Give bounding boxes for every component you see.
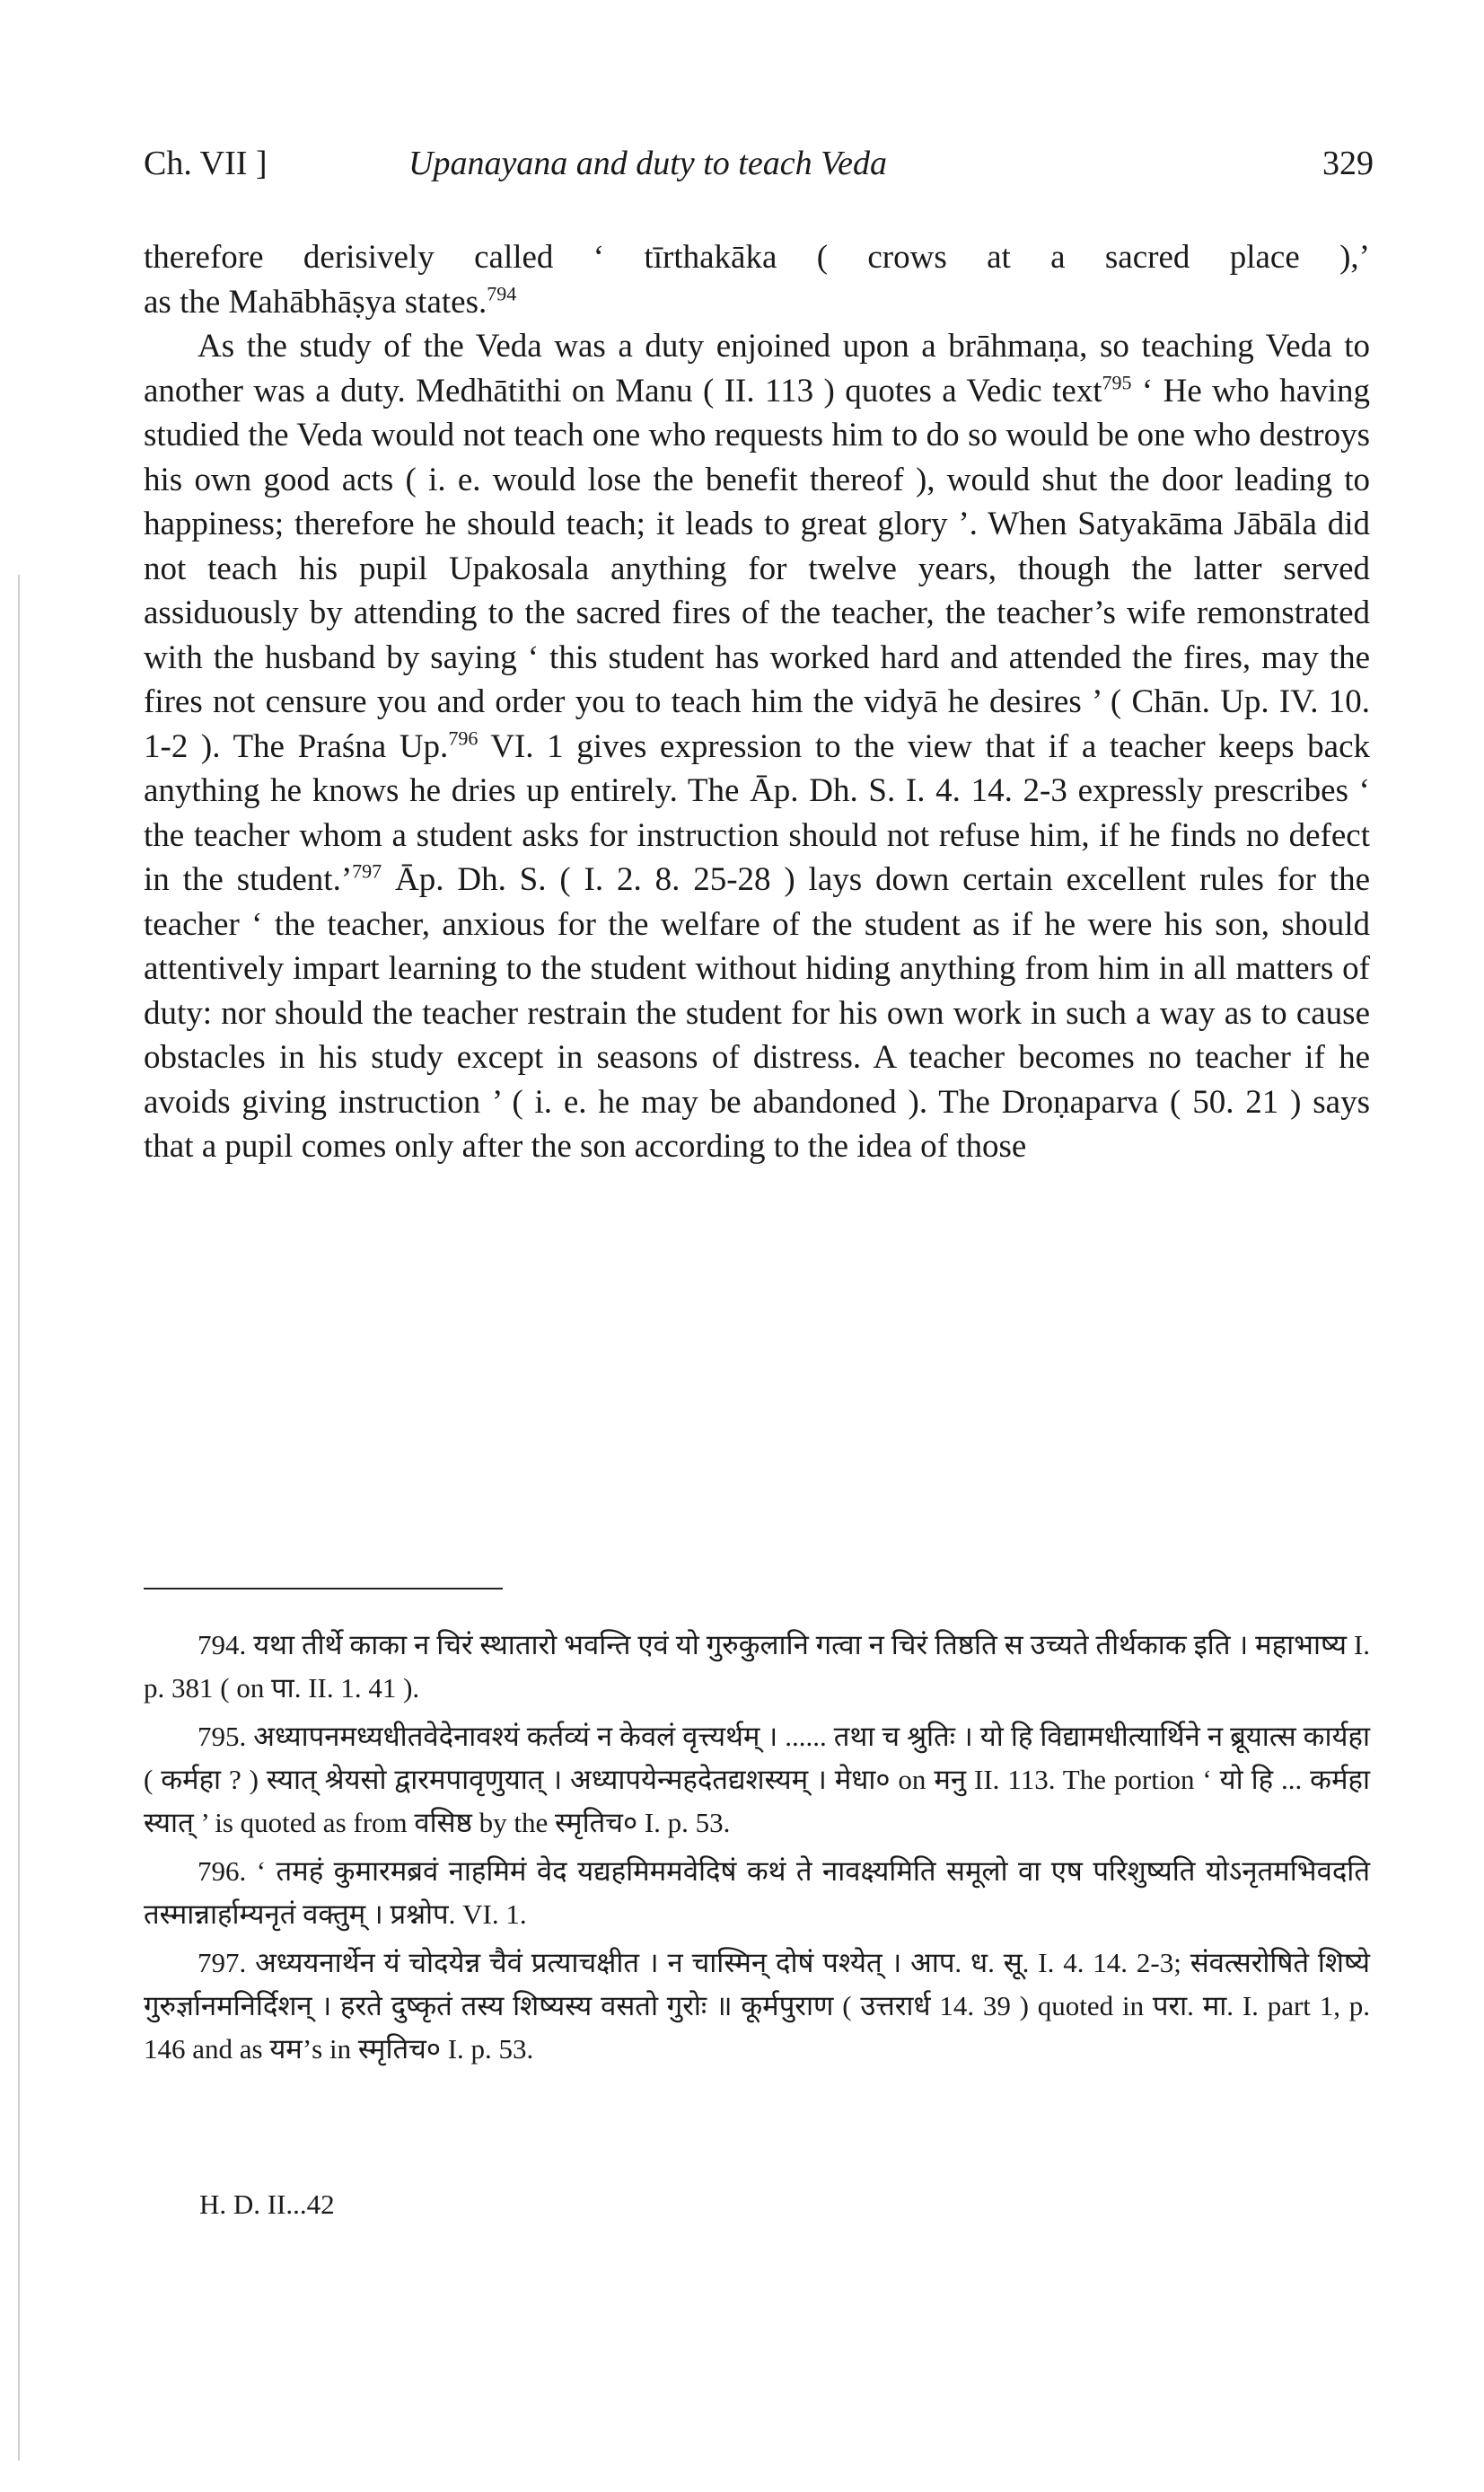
paragraph-text: as the Mahābhāṣya states. xyxy=(144,283,487,321)
footnote-795: 795. अध्यापनमध्यधीतवेदेनावश्यं कर्तव्यं न केवलं वृत्त्यर्थम् । ...... तथा च श्रुतिः । यो हि विद्यामधीत्यार्थिने न ब्रूयात्स कार्यहा ( कर्महा ? ) स्यात् श्रेयसो द्वारमपावृणुयात् । अध्यापयेन्महदेतद्यशस्यम् । मेधा० on मनु II. 113. The portion ‘ यो हि ... कर्महा स्यात् ’ is quoted as from वसिष्ठ by the स्मृतिच० I. p. 53. xyxy=(144,1721,1370,1838)
footnote-ref: 794 xyxy=(487,282,517,305)
margin-line xyxy=(18,575,20,2461)
footnotes xyxy=(144,1624,1370,2076)
footnote-797: 797. अध्ययनार्थेन यं चोदयेन्न चैवं प्रत्याचक्षीत । न चास्मिन् दोषं पश्येत् । आप. ध. सू. I. 4. 14. 2-3; संवत्सरोषिते शिष्ये गुरुर्ज्ञानमनिर्दिशन् । हरते दुष्कृतं तस्य शिष्यस्य वसतो गुरोः ॥ कूर्मपुराण ( उत्तरार्ध 14. 39 ) quoted in परा. मा. I. part 1, p. 146 and as यम’s in स्मृतिच० I. p. 53. xyxy=(144,1947,1370,2065)
footnote-796: 796. ‘ तमहं कुमारमब्रवं नाहमिमं वेद यद्यहमिममवेदिषं कथं ते नावक्ष्यमिति समूलो वा एष परिशुष्यति योऽनृतमभिवदति तस्मान्नार्हाम्यनृतं वक्तुम् । प्रश्नोप. VI. 1. xyxy=(144,1855,1370,1930)
running-title: Upanayana and duty to teach Veda xyxy=(408,145,887,182)
footnote-794: 794. यथा तीर्थे काका न चिरं स्थातारो भवन्ति एवं यो गुरुकुलानि गत्वा न चिरं तिष्ठति स उच्यते तीर्थकाक इति । महाभाष्य I. p. 381 ( on पा. II. 1. 41 ). xyxy=(144,1629,1370,1704)
footnote-rule xyxy=(144,1588,503,1589)
page-number: 329 xyxy=(1322,145,1374,182)
paragraph-line: therefore derisively called ‘ tīrthakāka ( crows at a sacred place ),’ xyxy=(144,239,1370,276)
paragraph-text: VI. 1 gives expression to the view that if a teacher keeps back anything he knows he dries up entirely. The Āp. Dh. S. I. 4. 14. 2-3 expressly prescribes ‘ the teacher whom a student asks for instruction should not refuse him, if he finds no defect in the student.’ xyxy=(144,727,1370,898)
printer-signature: H. D. II...42 xyxy=(199,2188,335,2220)
footnote-ref: 797 xyxy=(352,859,382,883)
paragraph-text: As the study of the Veda was a duty enjoined upon a brāhmaṇa, so teaching Veda to another was a duty. Medhātithi on Manu ( II. 113 ) quotes a Vedic text xyxy=(144,328,1370,409)
paragraph-text: Āp. Dh. S. ( I. 2. 8. 25-28 ) lays down certain excellent rules for the teacher ‘ the teacher, anxious for the welfare of the student as if he were his son, should attentively impart learning to the student without hiding anything from him in all matters of duty: nor should the teacher restrain the student for his own work in such a way as to cause obstacles in his study except in seasons of distress. A teacher becomes no teacher if he avoids giving instruction ’ ( i. e. he may be abandoned ). The Droṇaparva ( 50. 21 ) says that a pupil comes only after the son according to the idea of those xyxy=(144,861,1370,1165)
main-text xyxy=(144,235,1370,1169)
paragraph-line xyxy=(144,280,1370,325)
footnote-ref: 795 xyxy=(1102,371,1132,394)
running-header xyxy=(144,144,1392,198)
paragraph-text: ‘ He who having studied the Veda would not teach one who requests him to do so would be one who destroys his own good acts ( i. e. would lose the benefit thereof ), would shut the door leading to happiness; therefore he should teach; it leads to great glory ’. When Satyakāma Jābāla did not teach his pupil Upakosala anything for twelve years, though the latter served assiduously by attending to the sacred fires of the teacher, the teacher’s wife remonstrated with the husband by saying ‘ this student has worked hard and attended the fires, may the fires not censure you and order you to teach him the vidyā he desires ’ ( Chān. Up. IV. 10. 1-2 ). The Praśna Up. xyxy=(144,372,1371,765)
chapter-label: Ch. VII ] xyxy=(144,145,268,182)
paragraph-2 xyxy=(144,324,1370,1169)
footnote-ref: 796 xyxy=(448,726,479,750)
